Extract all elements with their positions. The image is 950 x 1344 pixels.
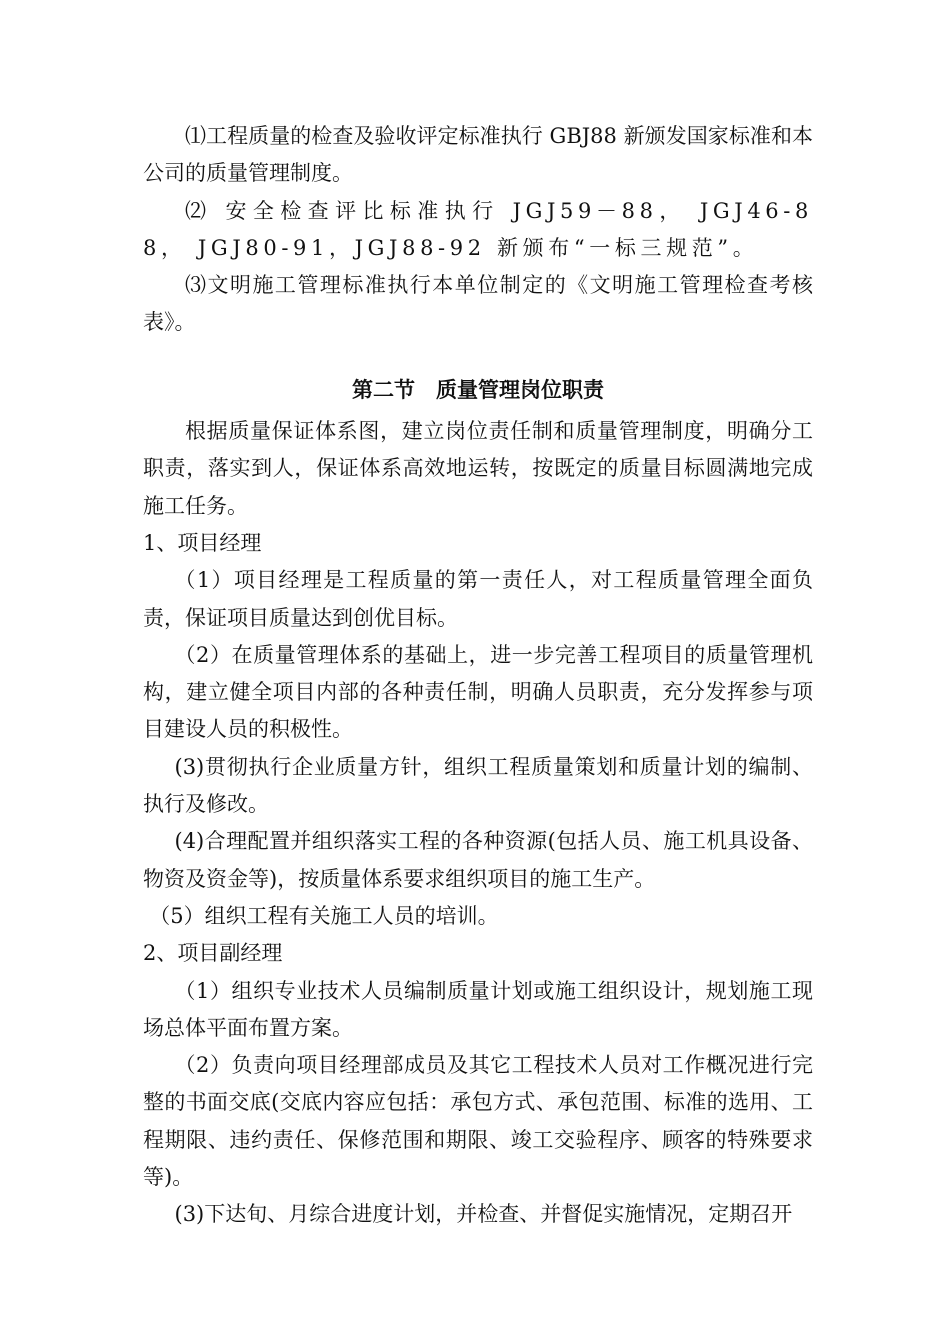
project-manager-item-2: （2）在质量管理体系的基础上，进一步完善工程项目的质量管理机构，建立健全项目内部的各种责任制，明确人员职责，充分发挥参与项目建设人员的积极性。 bbox=[143, 642, 813, 742]
deputy-manager-item-1: （1）组织专业技术人员编制质量计划或施工组织设计，规划施工现场总体平面布置方案。 bbox=[143, 978, 813, 1040]
document-body bbox=[143, 118, 813, 1234]
project-manager-item-4: (4)合理配置并组织落实工程的各种资源(包括人员、施工机具设备、物资及资金等)，按质量体系要求组织项目的施工生产。 bbox=[143, 829, 813, 891]
standard-item-1: ⑴工程质量的检查及验收评定标准执行 GBJ88 新颁发国家标准和本公司的质量管理制度。 bbox=[143, 124, 813, 186]
standard-item-3: ⑶文明施工管理标准执行本单位制定的《文明施工管理检查考核表》。 bbox=[143, 273, 813, 335]
project-manager-item-3: (3)贯彻执行企业质量方针，组织工程质量策划和质量计划的编制、执行及修改。 bbox=[143, 754, 813, 817]
deputy-manager-item-3: (3)下达旬、月综合进度计划，并检查、并督促实施情况，定期召开 bbox=[174, 1202, 793, 1227]
project-manager-heading: 1、项目经理 bbox=[143, 530, 262, 555]
deputy-manager-heading: 2、项目副经理 bbox=[143, 941, 283, 966]
section-title: 第二节 质量管理岗位职责 bbox=[352, 377, 604, 402]
project-manager-item-5: （5）组织工程有关施工人员的培训。 bbox=[149, 903, 499, 928]
standard-item-2: ⑵ 安全检查评比标准执行 JGJ59－88， JGJ46-88， JGJ80-91，JGJ88-92 新颁布“一标三规范”。 bbox=[143, 198, 813, 260]
intro-paragraph: 根据质量保证体系图，建立岗位责任制和质量管理制度，明确分工职责，落实到人，保证体系高效地运转，按既定的质量目标圆满地完成施工任务。 bbox=[143, 419, 813, 518]
deputy-manager-item-2: （2）负责向项目经理部成员及其它工程技术人员对工作概况进行完整的书面交底(交底内容应包括：承包方式、承包范围、标准的选用、工程期限、违约责任、保修范围和期限、竣工交验程序、顾客的特殊要求等)。 bbox=[143, 1053, 813, 1190]
project-manager-item-1: （1）项目经理是工程质量的第一责任人，对工程质量管理全面负责，保证项目质量达到创优目标。 bbox=[143, 568, 813, 630]
